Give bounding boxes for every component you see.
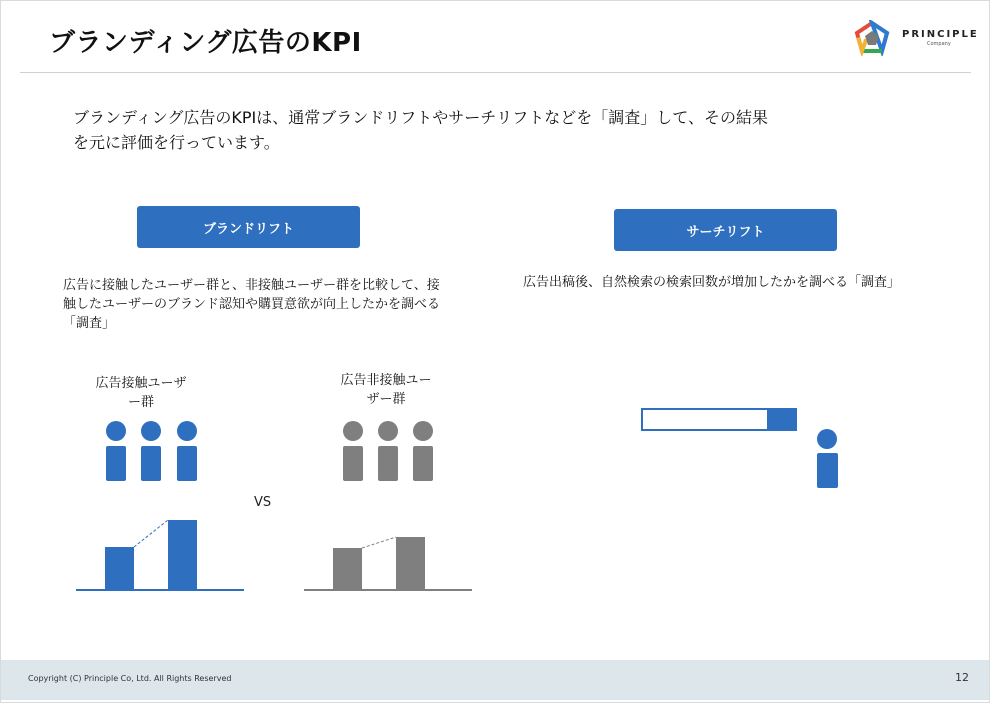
vs-label: VS: [254, 495, 272, 510]
exposed-users-icon: [106, 421, 197, 481]
searcher-user-icon: [817, 429, 838, 488]
logo-subtext: Company: [927, 41, 951, 47]
slide-title: ブランディング広告のKPI: [49, 28, 362, 58]
unexposed-users-icon: [343, 421, 433, 481]
logo-wordmark: PRINCIPLE: [902, 29, 979, 40]
brand-lift-label: ブランドリフト: [137, 206, 360, 248]
brand-lift-description: 広告に接触したユーザー群と、非接触ユーザー群を比較して、接触したユーザーのブランド認知や購買意欲が向上したかを調べる「調査」: [63, 278, 441, 331]
search-box-icon: [642, 409, 797, 430]
page-number: 12: [955, 671, 969, 684]
footer-bar: [1, 660, 989, 700]
unexposed-group-label: 広告非接触ユーザー群: [340, 373, 432, 407]
search-lift-description: 広告出稿後、自然検索の検索回数が増加したかを調べる「調査」: [523, 275, 901, 290]
copyright-text: Copyright (C) Principle Co, Ltd. All Rights Reserved: [28, 674, 232, 683]
unexposed-lift-bars-icon: [304, 537, 472, 590]
lead-text: ブランディング広告のKPIは、通常ブランドリフトやサーチリフトなどを「調査」して、その結果を元に評価を行っています。: [73, 108, 768, 152]
exposed-lift-bars-icon: [76, 520, 244, 590]
exposed-group-label: 広告接触ユーザー群: [95, 376, 187, 410]
search-lift-label: サーチリフト: [614, 209, 837, 251]
